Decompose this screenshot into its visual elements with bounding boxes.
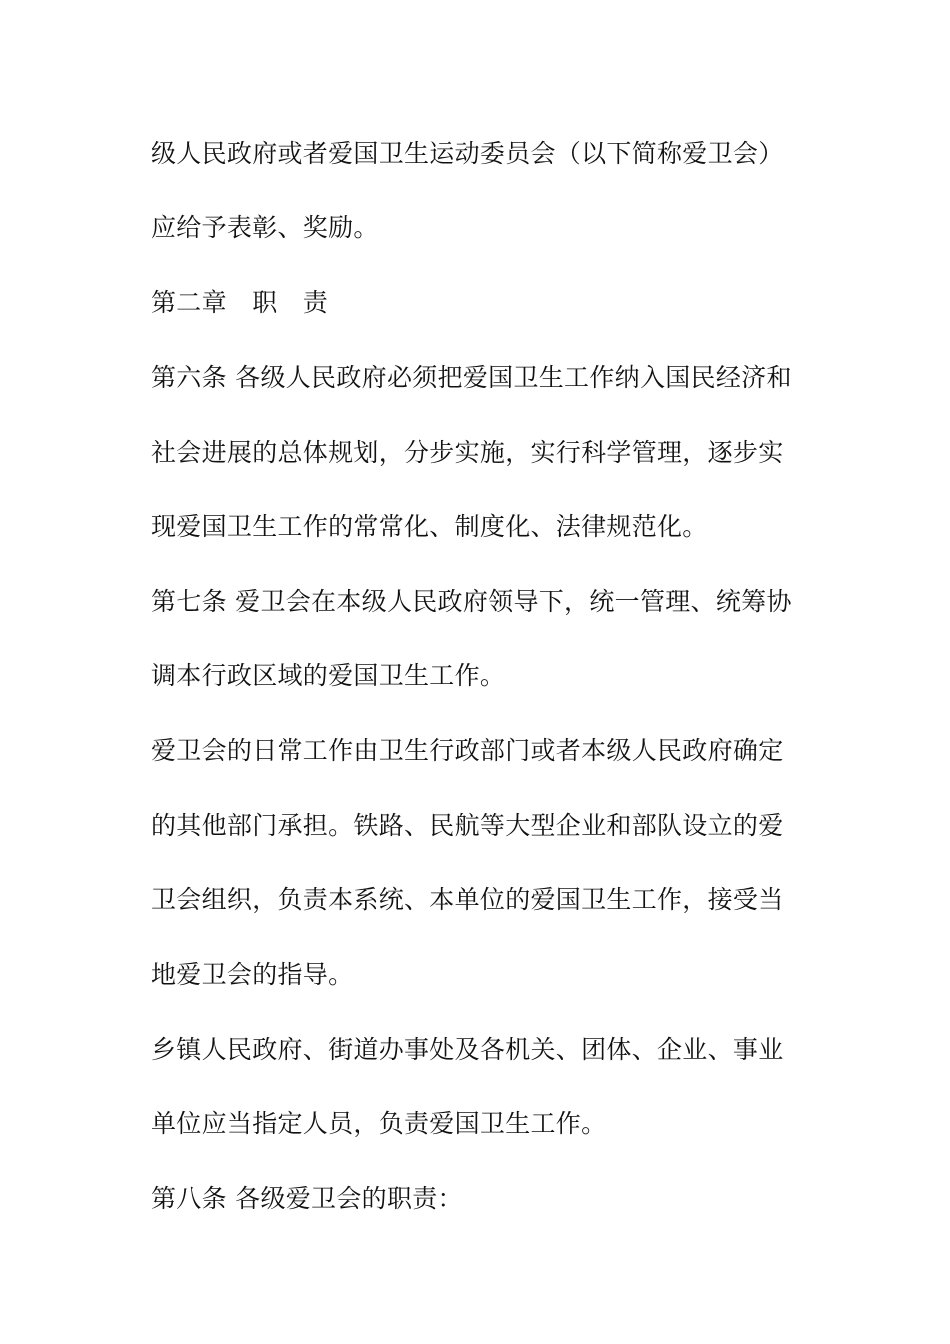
text-line: 地爱卫会的指导。: [151, 960, 354, 989]
text-line: 乡镇人民政府、街道办事处及各机关、团体、企业、事业: [151, 1035, 784, 1064]
text-line: 卫会组织，负责本系统、本单位的爱国卫生工作，接受当: [151, 885, 784, 914]
text-line: 的其他部门承担。铁路、民航等大型企业和部队设立的爱: [151, 811, 784, 840]
text-line: 应给予表彰、奖励。: [151, 213, 379, 242]
text-line: 社会进展的总体规划，分步实施，实行科学管理，逐步实: [151, 438, 784, 467]
text-line: 单位应当指定人员，负责爱国卫生工作。: [151, 1109, 607, 1138]
article-7-line: 第七条 爱卫会在本级人民政府领导下，统一管理、统筹协: [151, 587, 792, 616]
article-6-line: 第六条 各级人民政府必须把爱国卫生工作纳入国民经济和: [151, 363, 792, 392]
text-line: 现爱国卫生工作的常常化、制度化、法律规范化。: [151, 512, 708, 541]
text-line: 级人民政府或者爱国卫生运动委员会（以下简称爱卫会）: [151, 139, 784, 168]
article-8-line: 第八条 各级爱卫会的职责：: [151, 1184, 463, 1213]
chapter-heading: 第二章 职 责: [151, 288, 329, 317]
text-line: 调本行政区域的爱国卫生工作。: [151, 661, 506, 690]
text-line: 爱卫会的日常工作由卫生行政部门或者本级人民政府确定: [151, 736, 784, 765]
